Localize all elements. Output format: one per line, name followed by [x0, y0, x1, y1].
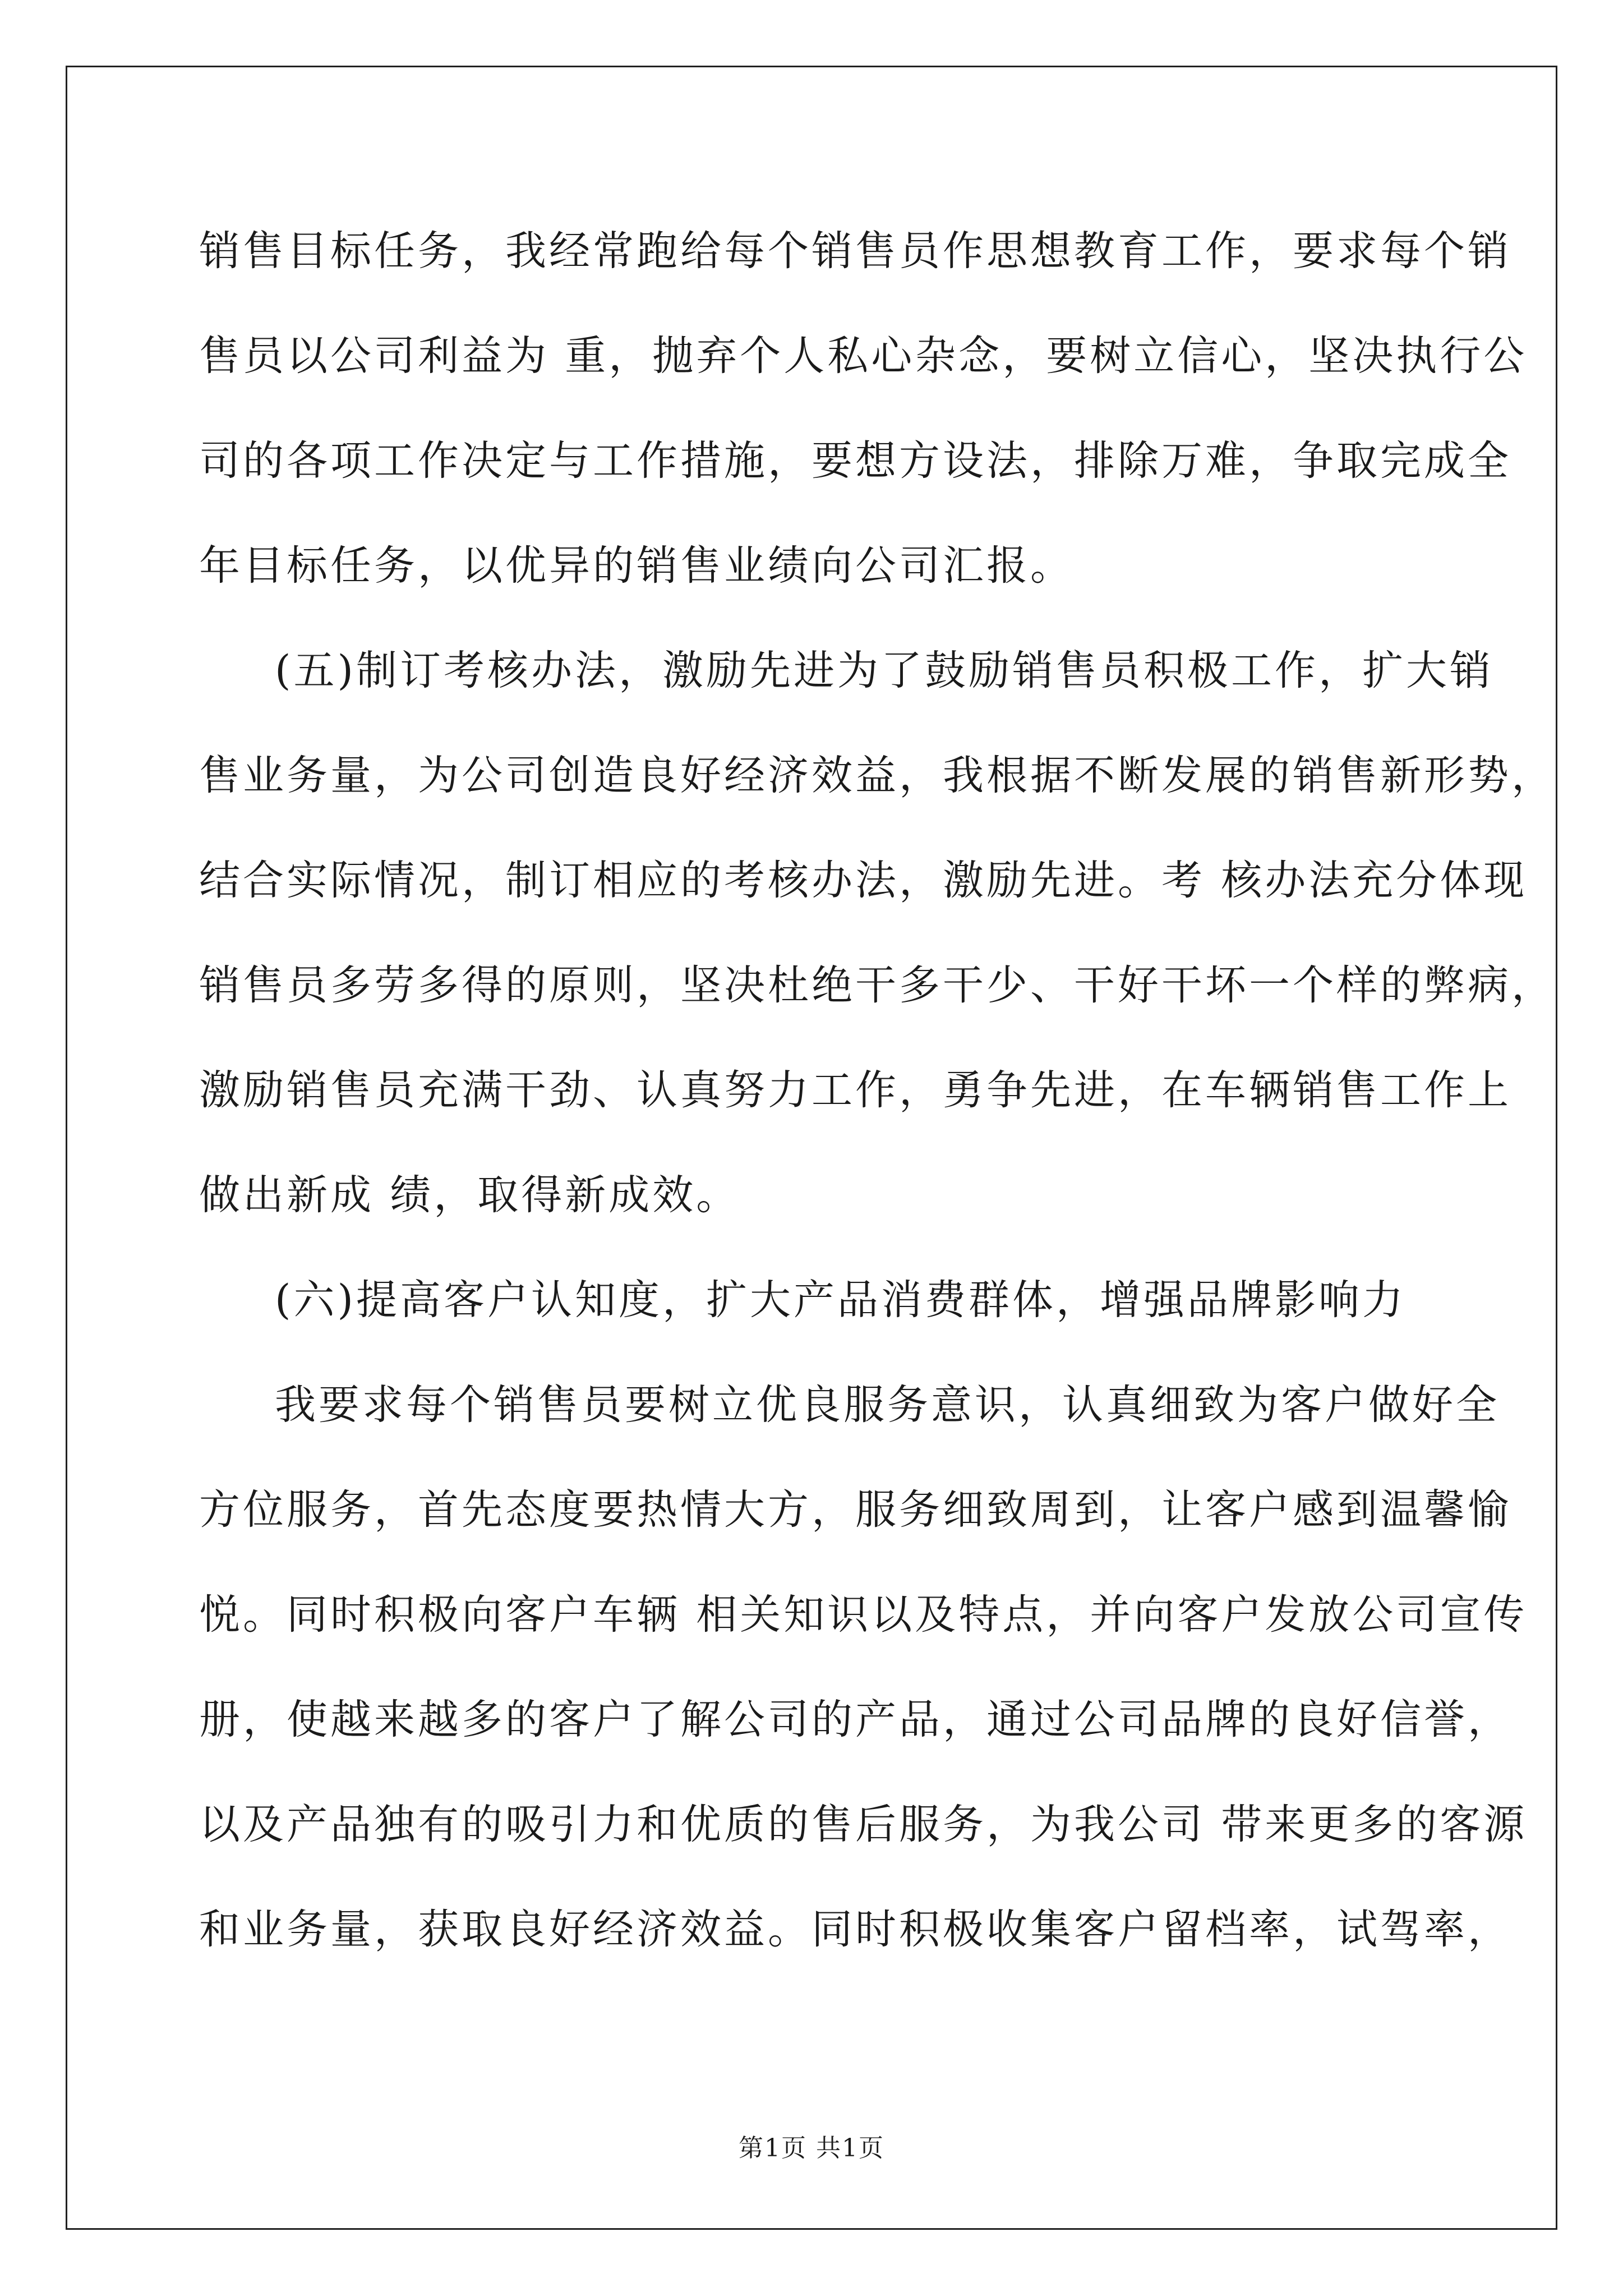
- text-line: 激励销售员充满干劲、认真努力工作，勇争先进，在车辆销售工作上: [199, 1066, 1511, 1114]
- text-line: 售业务量，为公司创造良好经济效益，我根据不断发展的销售新形势，: [199, 752, 1555, 799]
- text-line: 司的各项工作决定与工作措施，要想方设法，排除万难，争取完成全: [199, 437, 1511, 485]
- text-line: 我要求每个销售员要树立优良服务意识，认真细致为客户做好全: [275, 1381, 1500, 1429]
- paragraph-heading: (六)提高客户认知度，扩大产品消费群体，增强品牌影响力: [275, 1276, 1406, 1324]
- text-line: 以及产品独有的吸引力和优质的售后服务，为我公司 带来更多的客源: [199, 1801, 1528, 1848]
- page-footer: 第1页 共1页: [739, 2134, 884, 2162]
- text-line: 销售目标任务，我经常跑给每个销售员作思想教育工作，要求每个销: [199, 227, 1511, 275]
- text-line: 和业务量，获取良好经济效益。同时积极收集客户留档率，试驾率，: [199, 1906, 1511, 1953]
- text-line: 做出新成 绩，取得新成效。: [199, 1171, 740, 1219]
- text-line: 悦。同时积极向客户车辆 相关知识以及特点，并向客户发放公司宣传: [199, 1591, 1528, 1639]
- text-line: 销售员多劳多得的原则，坚决杜绝干多干少、干好干坏一个样的弊病，: [199, 961, 1555, 1009]
- text-line: 售员以公司利益为 重，抛弃个人私心杂念，要树立信心，坚决执行公: [199, 332, 1528, 380]
- text-line: 结合实际情况，制订相应的考核办法，激励先进。考 核办法充分体现: [199, 857, 1528, 904]
- text-line: 方位服务，首先态度要热情大方，服务细致周到，让客户感到温馨愉: [199, 1486, 1511, 1534]
- text-line: 年目标任务，以优异的销售业绩向公司汇报。: [199, 542, 1074, 590]
- paragraph-heading: (五)制订考核办法，激励先进为了鼓励销售员积极工作，扩大销: [275, 647, 1493, 694]
- text-line: 册，使越来越多的客户了解公司的产品，通过公司品牌的良好信誉，: [199, 1696, 1511, 1743]
